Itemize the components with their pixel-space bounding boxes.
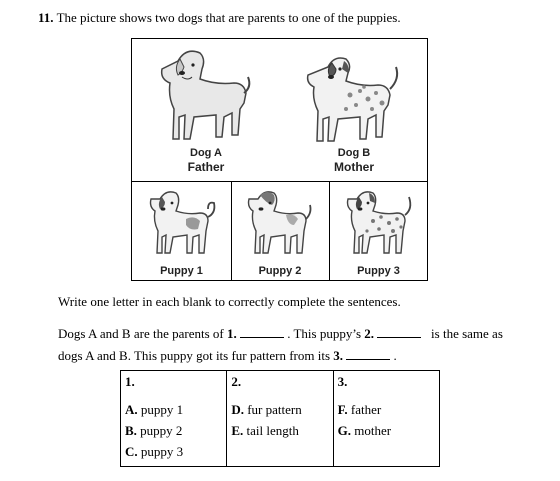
column-3-header: 3. [337, 374, 348, 389]
blank-1-number: 1. [226, 326, 237, 341]
puppy-3-label: Puppy 3 [357, 265, 400, 277]
sentence-line-1 [58, 326, 503, 342]
sentence-part4: dogs A and B. This puppy got its fur pattern from its [58, 348, 334, 363]
blank-1[interactable] [240, 327, 284, 338]
option-a[interactable]: A. puppy 1 [125, 402, 184, 417]
dog-b-name: Dog B [337, 147, 371, 159]
dog-a-cell [132, 43, 280, 174]
blank-3-number: 3. [333, 348, 344, 363]
dog-b-role: Mother [334, 160, 374, 174]
column-1-header: 1. [125, 374, 135, 389]
sentence-part1: Dogs A and B are the parents of [58, 326, 227, 341]
sentence-part5: . [390, 348, 397, 363]
puppy-1-cell [132, 185, 231, 278]
options-column-1 [121, 371, 227, 467]
puppy-2-label: Puppy 2 [258, 265, 302, 277]
puppy-2-cell [231, 185, 329, 278]
options-column-2 [227, 371, 333, 467]
instruction-text: Write one letter in each blank to correctly complete the sentences. [58, 294, 401, 309]
option-c[interactable]: C. puppy 3 [125, 444, 184, 459]
option-b[interactable]: B. puppy 2 [125, 423, 183, 438]
column-2-header: 2. [231, 374, 242, 389]
puppy-1-icon [146, 185, 218, 263]
puppy-1-label: Puppy 1 [160, 265, 203, 277]
dogs-figure [131, 38, 428, 281]
dog-a-role: Father [187, 160, 225, 174]
blank-2-number: 2. [364, 326, 375, 341]
question-prompt [38, 10, 401, 26]
dog-a-icon [158, 43, 254, 147]
dog-b-cell [280, 43, 428, 174]
sentence-part2: . This puppy’s [283, 326, 365, 341]
sentence-part3: is the same as [427, 326, 503, 341]
question-number: 11. [38, 10, 54, 25]
blank-3[interactable] [346, 349, 390, 360]
puppy-3-cell [329, 185, 428, 278]
option-g[interactable]: G. mother [337, 423, 392, 438]
dog-a-name: Dog A [190, 147, 222, 159]
option-e[interactable]: E. tail length [231, 423, 299, 438]
puppy-3-icon [343, 185, 415, 263]
options-column-3 [333, 371, 439, 467]
sentence-line-2 [58, 348, 397, 364]
option-d[interactable]: D. fur pattern [231, 402, 302, 417]
option-f[interactable]: F. father [337, 402, 382, 417]
question-text: The picture shows two dogs that are parents to one of the puppies. [56, 10, 401, 25]
blank-2[interactable] [377, 327, 421, 338]
dog-b-icon [306, 43, 402, 147]
answer-options-table [120, 370, 440, 467]
puppy-2-icon [244, 185, 316, 263]
